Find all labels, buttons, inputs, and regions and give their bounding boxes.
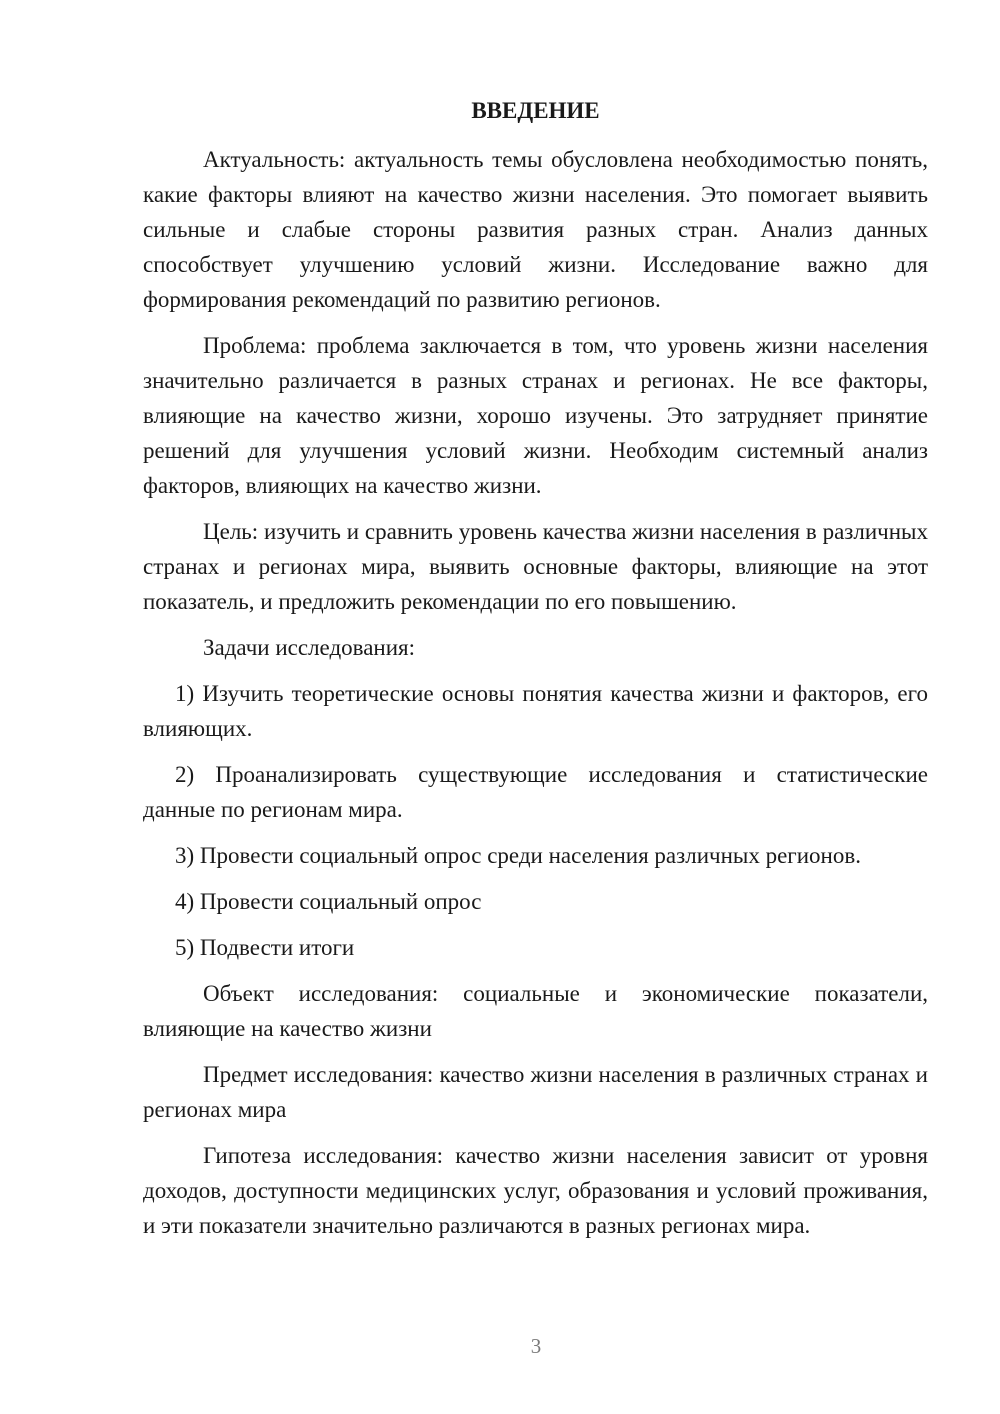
tasks-title: Задачи исследования: — [203, 635, 416, 660]
paragraph-object: Объект исследования: социальные и экономические показатели, влияющие на качество жизни — [143, 981, 928, 1041]
paragraph-subject: Предмет исследования: качество жизни населения в различных странах и регионах мира — [143, 1062, 928, 1122]
paragraph-relevance: Актуальность: актуальность темы обусловлена необходимостью понять, какие факторы влияют на качество жизни населения. Это помогает выявить сильные и слабые стороны развития разных стран. Анализ данных способствует улучшению условий жизни. Исследование важно для формирования рекомендаций по развитию регионов. — [143, 147, 928, 312]
paragraph-goal: Цель: изучить и сравнить уровень качества жизни населения в различных странах и регионах мира, выявить основные факторы, влияющие на этот показатель, и предложить рекомендации по его повышению. — [143, 519, 928, 614]
task-item-3: 3) Провести социальный опрос среди населения различных регионов. — [175, 843, 861, 868]
task-item-1: 1) Изучить теоретические основы понятия качества жизни и факторов, его влияющих. — [143, 681, 928, 741]
document-body — [143, 142, 928, 1254]
section-heading: ВВЕДЕНИЕ — [471, 98, 600, 123]
page-number: 3 — [530, 1334, 542, 1358]
task-item-2: 2) Проанализировать существующие исследования и статистические данные по регионам мира. — [143, 762, 928, 822]
task-item-4: 4) Провести социальный опрос — [175, 889, 482, 914]
paragraph-problem: Проблема: проблема заключается в том, что уровень жизни населения значительно различается в разных странах и регионах. Не все факторы, влияющие на качество жизни, хорошо изучены. Это затрудняет принятие решений для улучшения условий жизни. Необходим системный анализ факторов, влияющих на качество жизни. — [143, 333, 928, 498]
task-item-5: 5) Подвести итоги — [175, 935, 355, 960]
paragraph-hypothesis: Гипотеза исследования: качество жизни населения зависит от уровня доходов, доступности медицинских услуг, образования и условий проживания, и эти показатели значительно различаются в разных регионах мира. — [143, 1143, 928, 1238]
